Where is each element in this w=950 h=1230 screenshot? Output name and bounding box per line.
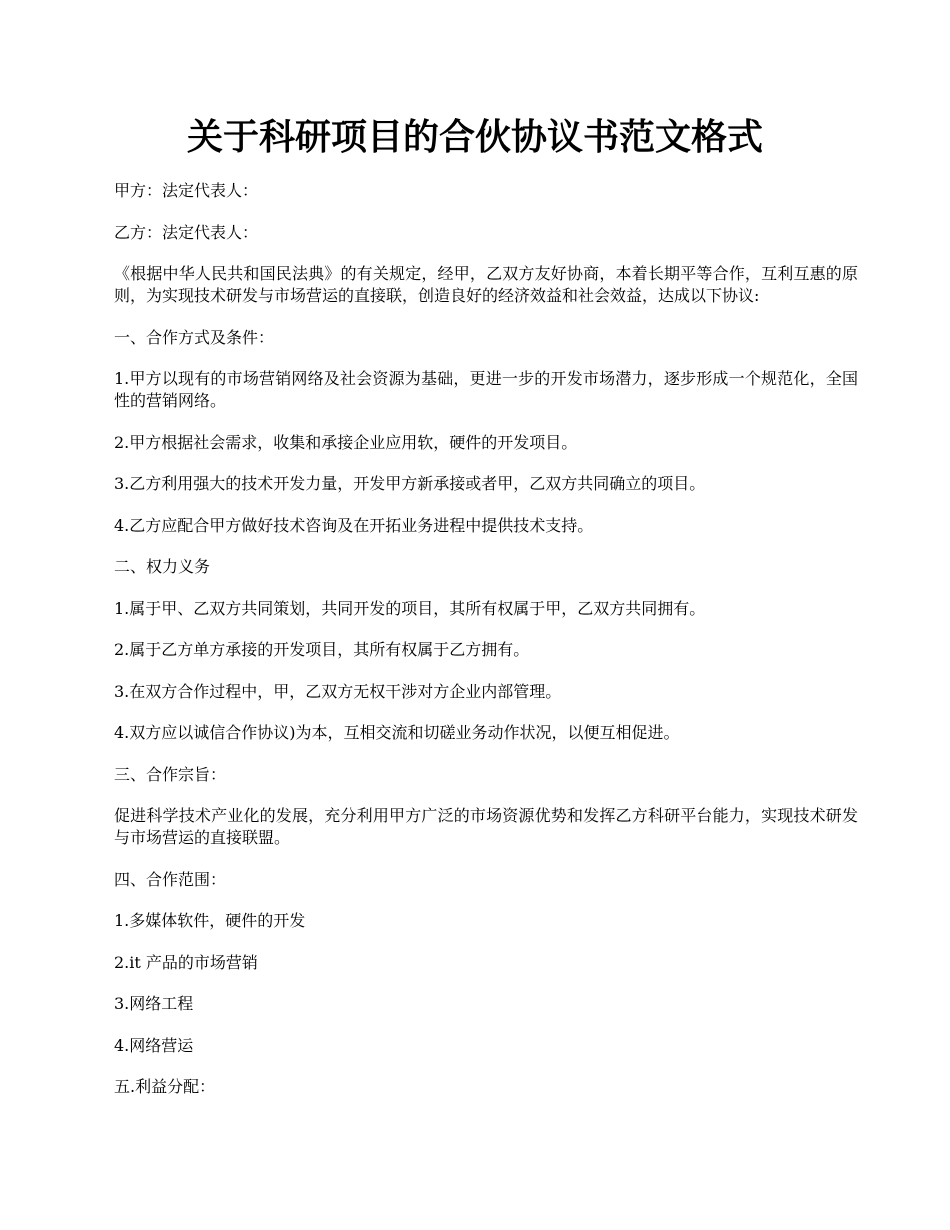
party-a-line: 甲方：法定代表人： bbox=[114, 181, 259, 200]
clause-paragraph: 2.甲方根据社会需求，收集和承接企业应用软，硬件的开发项目。 bbox=[114, 432, 578, 452]
clause-paragraph: 4.乙方应配合甲方做好技术咨询及在开拓业务进程中提供技术支持。 bbox=[114, 515, 594, 535]
clause-paragraph: 3.乙方利用强大的技术开发力量，开发甲方新承接或者甲，乙双方共同确立的项目。 bbox=[114, 474, 706, 493]
clause-paragraph: 2.属于乙方单方承接的开发项目，其所有权属于乙方拥有。 bbox=[114, 640, 530, 659]
document-title: 关于科研项目的合伙协议书范文格式 bbox=[186, 116, 763, 158]
section-heading-profit: 五.利益分配： bbox=[114, 1077, 216, 1096]
clause-paragraph: 1.甲方以现有的市场营销网络及社会资源为基础，更进一步的开发市场潜力，逐步形成一个规范化，全国性的营销网络。 bbox=[114, 369, 858, 410]
preamble-paragraph: 《根据中华人民共和国民法典》的有关规定，经甲，乙双方友好协商，本着长期平等合作，互利互惠的原则，为实现技术研发与市场营运的直接联，创造良好的经济效益和社会效益，达成以下协议: bbox=[114, 264, 858, 305]
document-body bbox=[114, 180, 858, 1118]
party-b-line: 乙方：法定代表人： bbox=[114, 222, 259, 242]
section-heading-purpose: 三、合作宗旨： bbox=[114, 764, 227, 784]
scope-item: 4.网络营运 bbox=[114, 1035, 194, 1055]
section-heading-rights: 二、权力义务 bbox=[114, 557, 211, 576]
clause-paragraph: 1.属于甲、乙双方共同策划，共同开发的项目，其所有权属于甲，乙双方共同拥有。 bbox=[114, 598, 706, 618]
section-heading-scope: 四、合作范围： bbox=[114, 869, 227, 889]
scope-item: 1.多媒体软件，硬件的开发 bbox=[114, 911, 306, 930]
section-heading-cooperation: 一、合作方式及条件： bbox=[114, 327, 275, 347]
clause-paragraph: 4.双方应以诚信合作协议)为本，互相交流和切磋业务动作状况，以便互相促进。 bbox=[114, 723, 680, 742]
scope-item: 3.网络工程 bbox=[114, 994, 194, 1013]
scope-item: 2.it 产品的市场营销 bbox=[114, 952, 258, 972]
purpose-paragraph: 促进科学技术产业化的发展，充分利用甲方广泛的市场资源优势和发挥乙方科研平台能力，实现技术研发与市场营运的直接联盟。 bbox=[114, 806, 858, 847]
clause-paragraph: 3.在双方合作过程中，甲，乙双方无权干涉对方企业内部管理。 bbox=[114, 681, 562, 701]
